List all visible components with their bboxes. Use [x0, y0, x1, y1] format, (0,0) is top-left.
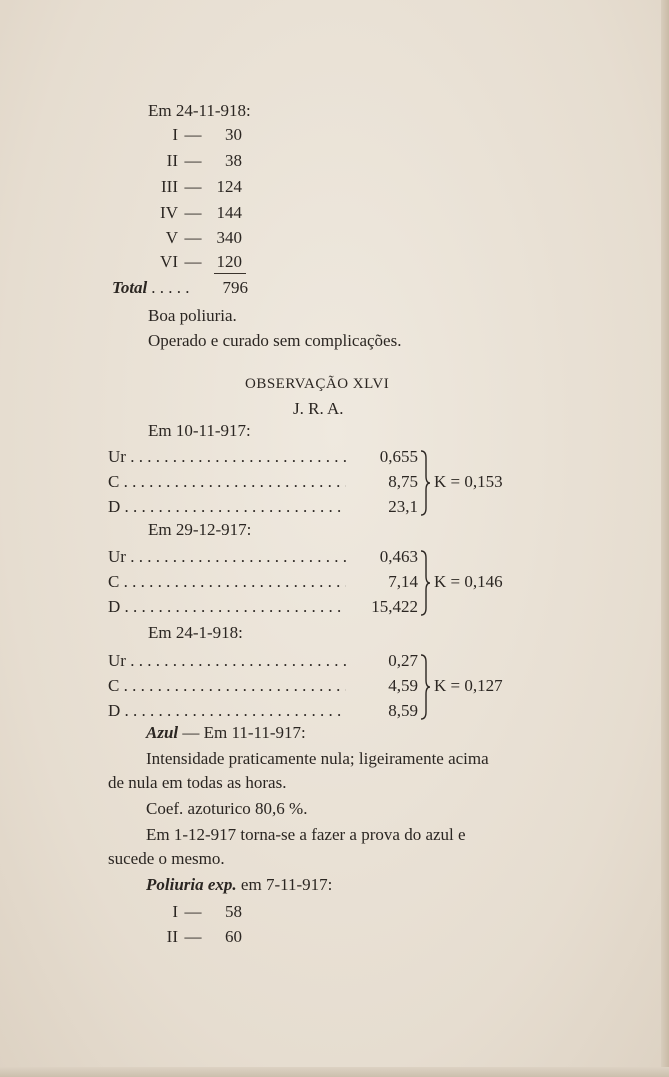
row-value: 0,655 — [379, 447, 418, 466]
row-label: Ur — [108, 547, 126, 566]
total-value: 796 — [222, 278, 248, 297]
hour-row — [148, 150, 242, 172]
leader-dots — [108, 596, 346, 618]
text-line: Intensidade praticamente nula; ligeiramente acima — [146, 749, 489, 768]
dash: — — [184, 151, 202, 170]
row-label: Ur — [108, 447, 126, 466]
row-value: 8,75 — [388, 472, 418, 491]
poliuria-date: em 7-11-917: — [236, 875, 333, 894]
right-brace-icon — [420, 550, 430, 616]
roman-numeral: V — [165, 228, 178, 247]
azul-date: — Em 11-11-917: — [178, 723, 306, 742]
total-dots: . . . . . — [151, 278, 190, 297]
hour-value: 120 — [216, 252, 242, 271]
row-value: 15,422 — [371, 597, 418, 616]
hour-value: 340 — [216, 228, 242, 247]
row-label: D — [108, 701, 121, 720]
poliuria-line — [146, 874, 332, 896]
row-value: 4,59 — [388, 676, 418, 695]
row-label: C — [108, 572, 120, 591]
roman-numeral: VI — [160, 252, 178, 271]
leader-dots — [108, 546, 346, 568]
leader-dots — [108, 446, 346, 468]
row-label: D — [108, 597, 121, 616]
leader-dots — [108, 675, 346, 697]
sum-rule — [214, 273, 246, 274]
dash: — — [184, 252, 202, 271]
leader-dots — [108, 700, 346, 722]
row-label: C — [108, 472, 120, 491]
dash: — — [184, 203, 202, 222]
hour-row — [148, 176, 242, 198]
k-value: K = 0,146 — [434, 572, 503, 591]
azul-label: Azul — [146, 723, 179, 742]
text-line: de nula em todas as horas. — [108, 773, 287, 792]
row-label: C — [108, 676, 120, 695]
total-row — [112, 277, 190, 299]
dash: — — [184, 177, 202, 196]
roman-numeral: I — [172, 902, 178, 921]
hour-row — [148, 202, 242, 224]
row-value: 0,27 — [388, 651, 418, 670]
right-brace-icon — [420, 654, 430, 720]
date-line: Em 24-11-918: — [148, 101, 251, 120]
k-value: K = 0,127 — [434, 676, 503, 695]
roman-numeral: II — [166, 927, 178, 946]
leader-dots — [108, 650, 346, 672]
dash: — — [184, 228, 202, 247]
text-line: Operado e curado sem complicações. — [148, 331, 402, 350]
hour-row — [148, 251, 242, 273]
hour-value: 38 — [225, 151, 242, 170]
roman-numeral: I — [172, 125, 178, 144]
right-brace-icon — [420, 450, 430, 516]
dash: — — [184, 125, 202, 144]
row-label: Ur — [108, 651, 126, 670]
leader-dots — [108, 571, 346, 593]
dash: — — [184, 902, 202, 921]
group-date: Em 10-11-917: — [148, 421, 251, 440]
text-line: sucede o mesmo. — [108, 849, 225, 868]
page-edge — [661, 0, 669, 1077]
patient-initials: J. R. A. — [293, 399, 344, 418]
hour-row — [148, 227, 242, 249]
k-value: K = 0,153 — [434, 472, 503, 491]
text-line: Em 1-12-917 torna-se a fazer a prova do azul e — [146, 825, 466, 844]
text-line: Boa poliuria. — [148, 306, 237, 325]
hour-value: 58 — [225, 902, 242, 921]
text-line: Coef. azoturico 80,6 %. — [146, 799, 308, 818]
hour-row — [148, 124, 242, 146]
group-date: Em 29-12-917: — [148, 520, 252, 539]
hour-value: 144 — [216, 203, 242, 222]
roman-numeral: III — [161, 177, 178, 196]
hour-value: 60 — [225, 927, 242, 946]
group-date: Em 24-1-918: — [148, 623, 243, 642]
row-label: D — [108, 497, 121, 516]
total-label: Total — [112, 278, 148, 297]
hour-row — [148, 926, 242, 948]
observation-heading: OBSERVAÇÃO XLVI — [245, 376, 390, 392]
roman-numeral: II — [166, 151, 178, 170]
hour-value: 124 — [216, 177, 242, 196]
row-value: 0,463 — [379, 547, 418, 566]
hour-value: 30 — [225, 125, 242, 144]
leader-dots — [108, 496, 346, 518]
page-bottom-edge — [0, 1067, 669, 1077]
row-value: 7,14 — [388, 572, 418, 591]
dash: — — [184, 927, 202, 946]
azul-line — [146, 722, 306, 744]
roman-numeral: IV — [160, 203, 178, 222]
row-value: 23,1 — [388, 497, 418, 516]
leader-dots — [108, 471, 346, 493]
hour-row — [148, 901, 242, 923]
row-value: 8,59 — [388, 701, 418, 720]
poliuria-label: Poliuria exp. — [146, 875, 237, 894]
